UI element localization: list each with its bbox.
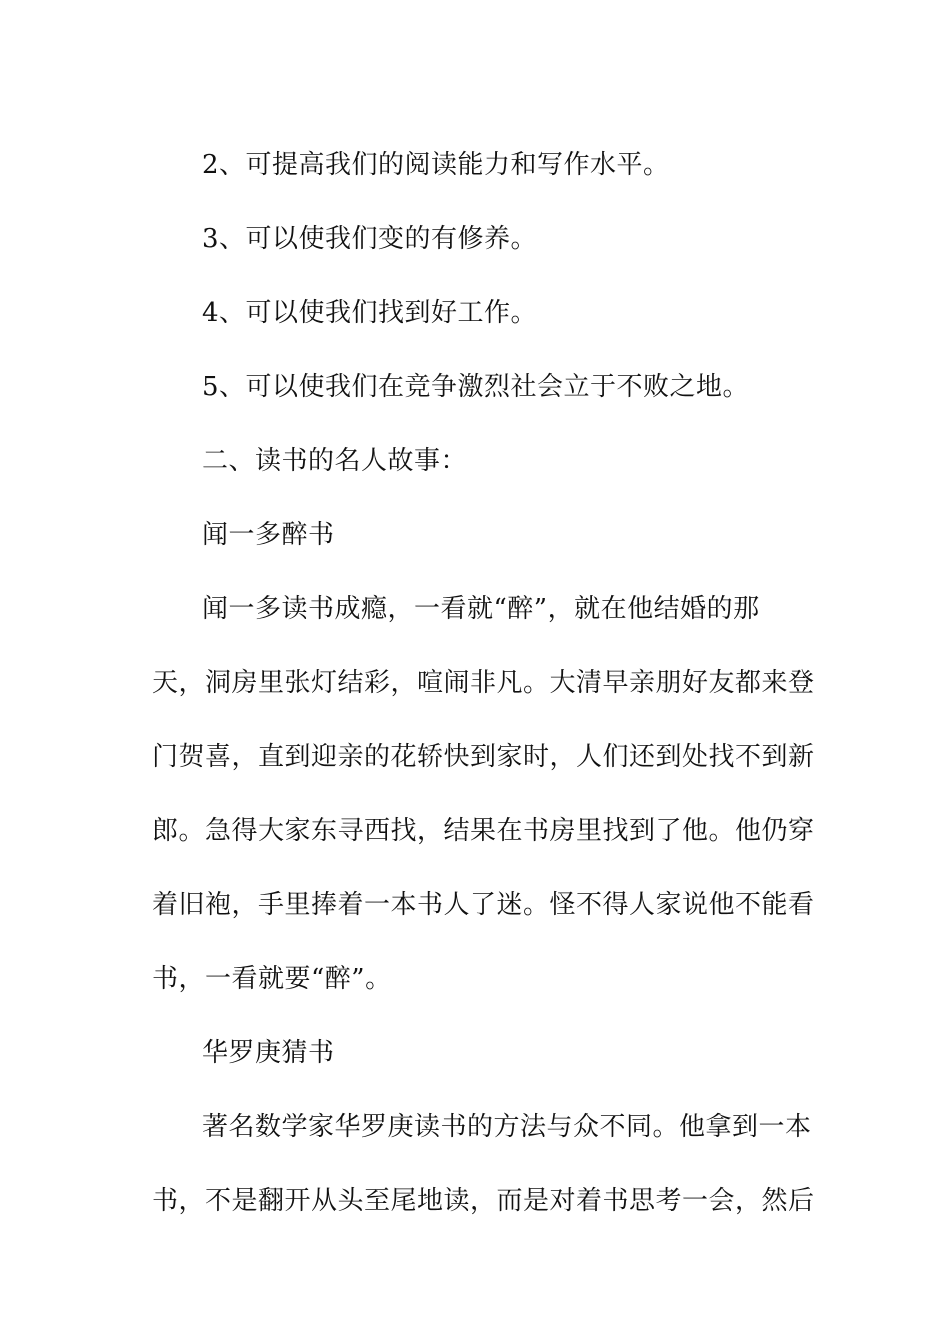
paragraph-line: 书，一看就要“醉”。 <box>152 964 392 994</box>
paragraph-line: 天，洞房里张灯结彩，喧闹非凡。大清早亲朋好友都来登 <box>152 668 815 698</box>
paragraph-line: 门贺喜，直到迎亲的花轿快到家时，人们还到处找不到新 <box>152 742 815 772</box>
paragraph-line: 郎。急得大家东寻西找，结果在书房里找到了他。他仍穿 <box>152 816 815 846</box>
document-body <box>152 128 815 1238</box>
list-item-5: 5、可以使我们在竞争激烈社会立于不败之地。 <box>202 372 750 402</box>
paragraph-line: 闻一多读书成瘾，一看就“醉”，就在他结婚的那 <box>202 594 760 624</box>
story-title-wen-yiduo: 闻一多醉书 <box>202 520 335 550</box>
story-title-hua-luogeng: 华罗庚猜书 <box>202 1038 335 1068</box>
paragraph-line: 书，不是翻开从头至尾地读，而是对着书思考一会，然后 <box>152 1186 815 1216</box>
list-item-4: 4、可以使我们找到好工作。 <box>202 298 538 328</box>
list-item-3: 3、可以使我们变的有修养。 <box>202 224 538 254</box>
list-item-2: 2、可提高我们的阅读能力和写作水平。 <box>202 150 670 180</box>
paragraph-line: 着旧袍，手里捧着一本书人了迷。怪不得人家说他不能看 <box>152 890 815 920</box>
section-heading: 二、读书的名人故事： <box>202 446 468 476</box>
paragraph-line: 著名数学家华罗庚读书的方法与众不同。他拿到一本 <box>202 1112 812 1142</box>
